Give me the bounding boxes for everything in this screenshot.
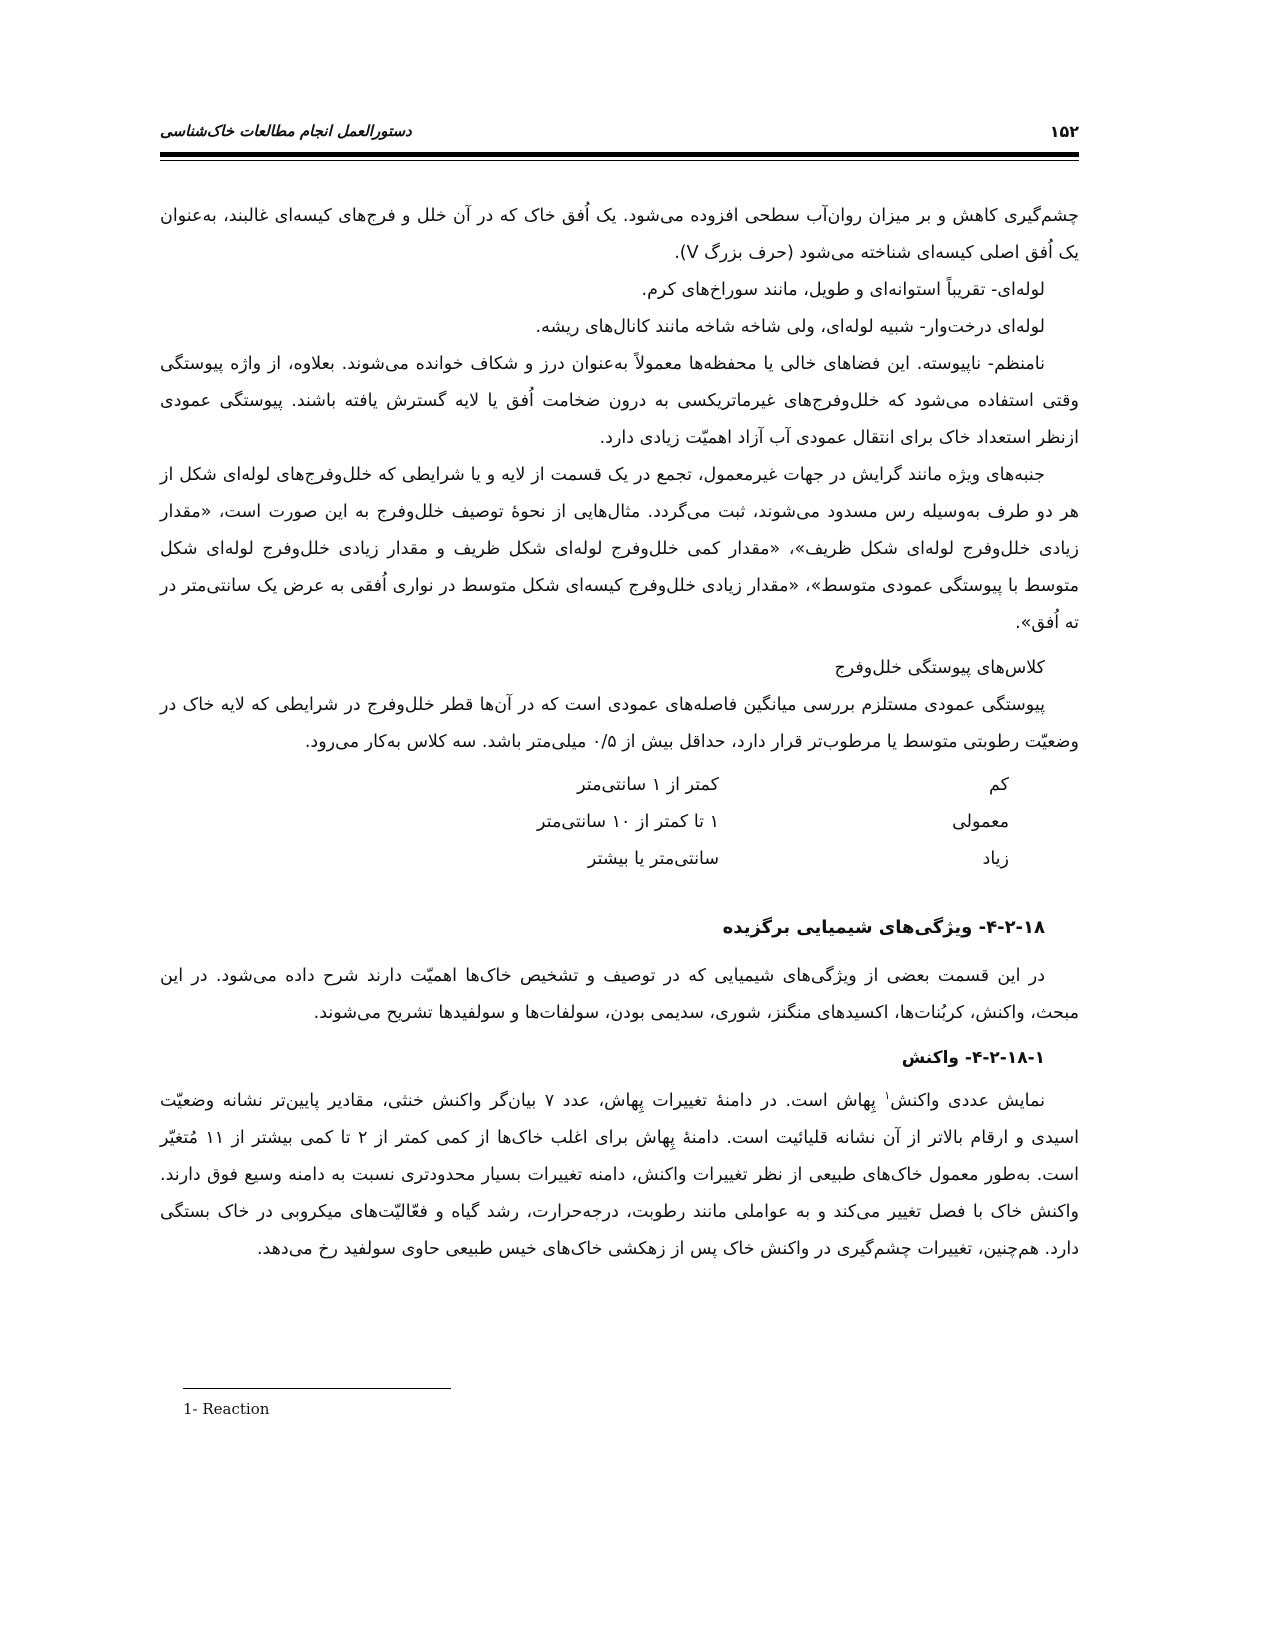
footnote: 1- Reaction: [183, 1400, 270, 1418]
reaction-text-start: نمایش عددی واکنش: [890, 1090, 1045, 1111]
class-range: کمتر از ۱ سانتی‌متر: [577, 775, 719, 795]
table-row: [160, 804, 1079, 841]
class-name: کم: [989, 775, 1009, 795]
class-range: ۱ تا کمتر از ۱۰ سانتی‌متر: [537, 812, 719, 832]
page-number: ۱۵۲: [1049, 122, 1079, 141]
paragraph: چشم‌گیری کاهش و بر میزان روان‌آب سطحی افزوده می‌شود. یک اُفق خاک که در آن خلل و فرج‌های کیسه‌ای غالبند، به‌عنوان یک اُفق اصلی کیسه‌ای شناخته می‌شود (حرف بزرگ V).: [160, 206, 1079, 263]
reaction-text-rest: پِهاش است. در دامنهٔ تغییرات پِهاش، عدد ۷ بیان‌گر واکنش خنثی، مقادیر پایین‌تر نشانه وضعیّت اسیدی و ارقام بالاتر از آن نشانه قلیائیت است. دامنهٔ پِهاش برای اغلب خاک‌ها از کمی کمتر از ۲ تا کمی بیشتر از ۱۱ مُتغیّر است. به‌طور معمول خاک‌های طبیعی از نظر تغییرات واکنش، دامنه تغییرات بسیار محدودتری نسبت به دامنه وسیع فوق دارند. واکنش خاک با فصل تغییر می‌کند و به عواملی مانند رطوبت، درجه‌حرارت، رشد گیاه و فعّالیّت‌های میکروبی در خاک بستگی دارد. هم‌چنین، تغییرات چشم‌گیری در واکنش خاک پس از زهکشی خاک‌های خیس طبیعی حاوی سولفید رخ می‌دهد.: [160, 1090, 1079, 1259]
footnote-marker: ۱: [884, 1089, 891, 1102]
table-row: [160, 841, 1079, 878]
subsection-heading: ۴-۲-۱۸-۱- واکنش: [901, 1048, 1045, 1068]
paragraph: جنبه‌های ویژه مانند گرایش در جهات غیرمعمول، تجمع در یک قسمت از لایه و یا شرایطی که خلل‌وفرج‌های لوله‌ای شکل از هر دو طرف به‌وسیله رس مسدود می‌شوند، ثبت می‌گردد. مثال‌هایی از نحوهٔ توصیف خلل‌وفرج به این صورت است، «مقدار زیادی خلل‌وفرج لوله‌ای شکل ظریف»، «مقدار کمی خلل‌وفرج لوله‌ای شکل ظریف و مقدار زیادی خلل‌وفرج لوله‌ای شکل متوسط با پیوستگی عمودی متوسط»، «مقدار زیادی خلل‌وفرج کیسه‌ای شکل متوسط در نواری اُفقی به عرض یک سانتی‌متر در ته اُفق».: [160, 465, 1079, 633]
section-heading: ۴-۲-۱۸- ویژگی‌های شیمیایی برگزیده: [722, 917, 1045, 938]
paragraph: در این قسمت بعضی از ویژگی‌های شیمیایی که در توصیف و تشخیص خاک‌ها اهمیّت دارند شرح داده می‌شود. در این مبحث، واکنش، کربُنات‌ها، اکسیدهای منگنز، شوری، سدیمی بودن، سولفات‌ها و سولفیدها تشریح می‌شوند.: [160, 966, 1079, 1023]
page-body: [160, 198, 1079, 1268]
footnote-rule: [183, 1388, 451, 1389]
header-rule-thick: [160, 152, 1079, 157]
continuity-classes-table: [160, 767, 1079, 891]
running-title: دستورالعمل انجام مطالعات خاک‌شناسی: [160, 122, 412, 140]
subsection-title: کلاس‌های پیوستگی خلل‌وفرج: [834, 658, 1045, 678]
class-name: معمولی: [952, 812, 1009, 832]
pore-type-tubular: لوله‌ای- تقریباً استوانه‌ای و طویل، مانند سوراخ‌های کرم.: [641, 280, 1045, 300]
pore-type-irregular: نامنظم- ناپیوسته. این فضاهای خالی یا محفظه‌ها معمولاً به‌عنوان درز و شکاف خوانده می‌شوند. بعلاوه، از واژه پیوستگی وقتی استفاده می‌شود که خلل‌وفرج‌های غیرماتریکسی به درون ضخامت اُفق یا لایه گسترش یافته باشند. پیوستگی عمودی ازنظر استعداد خاک برای انتقال عمودی آب آزاد اهمیّت زیادی دارد.: [160, 354, 1079, 448]
reaction-paragraph: [160, 1077, 1079, 1268]
pore-type-dendritic: لوله‌ای درخت‌وار- شبیه لوله‌ای، ولی شاخه شاخه مانند کانال‌های ریشه.: [535, 317, 1045, 337]
table-row: [160, 767, 1079, 804]
class-name: زیاد: [982, 849, 1009, 869]
header-rule-thin: [160, 160, 1079, 161]
paragraph: پیوستگی عمودی مستلزم بررسی میانگین فاصله‌های عمودی است که در آن‌ها قطر خلل‌وفرج در شرایطی که لایه خاک در وضعیّت رطوبتی متوسط یا مرطوب‌تر قرار دارد، حداقل بیش از ۰/۵ میلی‌متر باشد. سه کلاس به‌کار می‌رود.: [160, 695, 1079, 752]
class-range: سانتی‌متر یا بیشتر: [587, 849, 719, 869]
